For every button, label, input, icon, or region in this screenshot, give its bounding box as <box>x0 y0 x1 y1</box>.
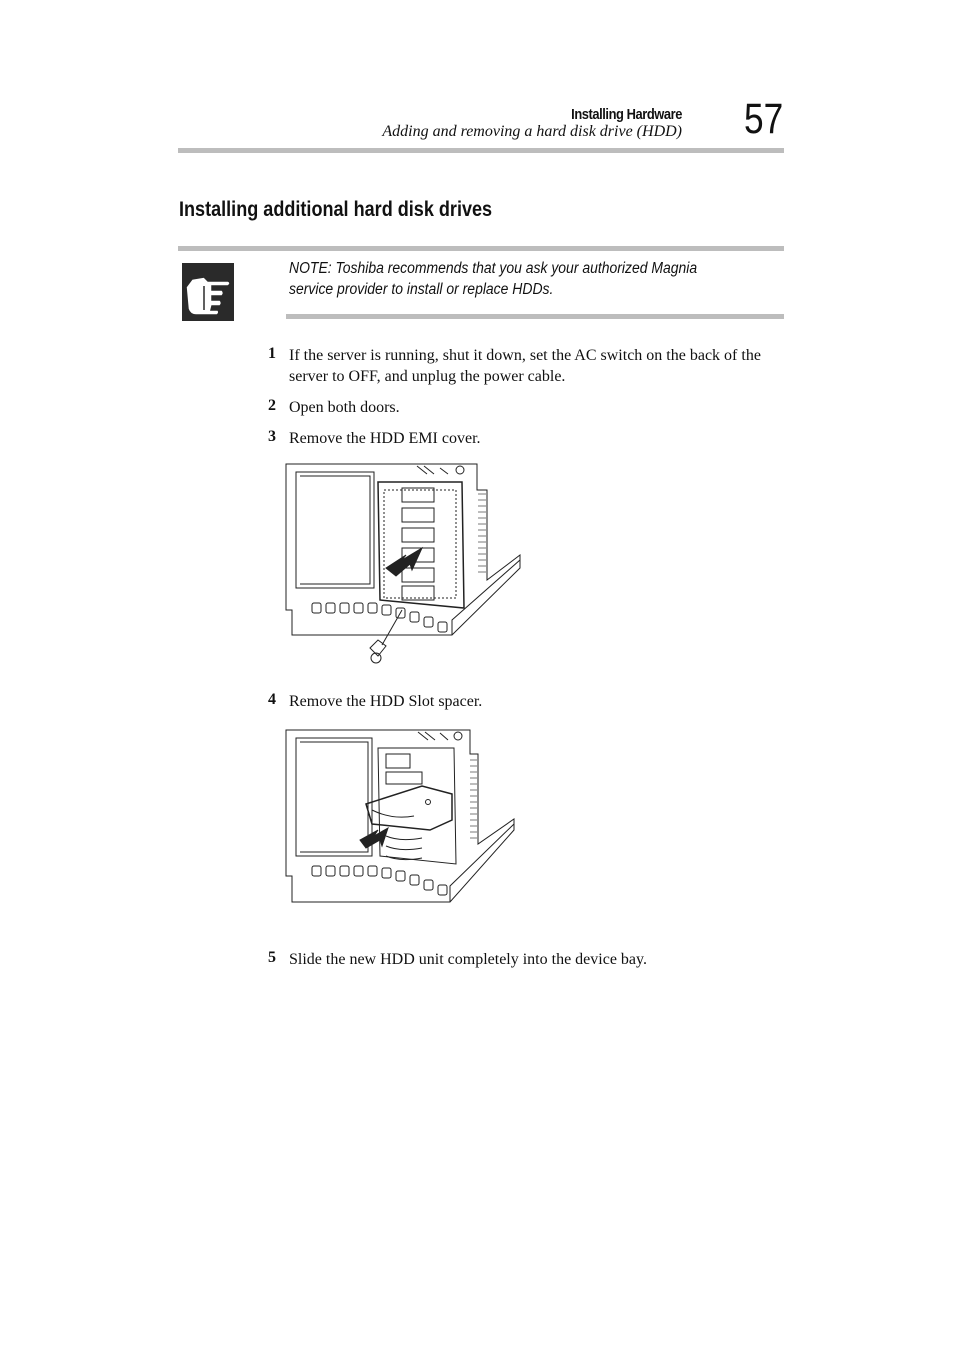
pointing-hand-icon <box>182 263 234 321</box>
note-top-rule <box>178 246 784 251</box>
page-number: 57 <box>744 95 784 143</box>
header-rule <box>178 148 784 153</box>
step-number: 2 <box>268 397 276 414</box>
note-text: NOTE: Toshiba recommends that you ask your authorized Magnia service provider to install or replace HDDs. <box>289 260 698 298</box>
step-number: 1 <box>268 345 276 362</box>
step-text: Remove the HDD EMI cover. <box>289 430 481 447</box>
running-header-subsection: Adding and removing a hard disk drive (HDD) <box>382 123 682 140</box>
section-heading: Installing additional hard disk drives <box>179 198 493 221</box>
server-emi-cover-removal-illustration <box>282 460 524 670</box>
step-text: Slide the new HDD unit completely into the device bay. <box>289 951 647 968</box>
running-header-section: Installing Hardware <box>571 106 682 123</box>
step-text: If the server is running, shut it down, set the AC switch on the back of the server to OFF, and unplug the power cable. <box>289 347 761 385</box>
server-hdd-slot-spacer-removal-illustration <box>282 724 518 912</box>
step-number: 5 <box>268 949 276 966</box>
step-text: Open both doors. <box>289 399 400 416</box>
note-bottom-rule <box>286 314 784 319</box>
step-text: Remove the HDD Slot spacer. <box>289 693 483 710</box>
step-number: 4 <box>268 691 276 708</box>
step-number: 3 <box>268 428 276 445</box>
